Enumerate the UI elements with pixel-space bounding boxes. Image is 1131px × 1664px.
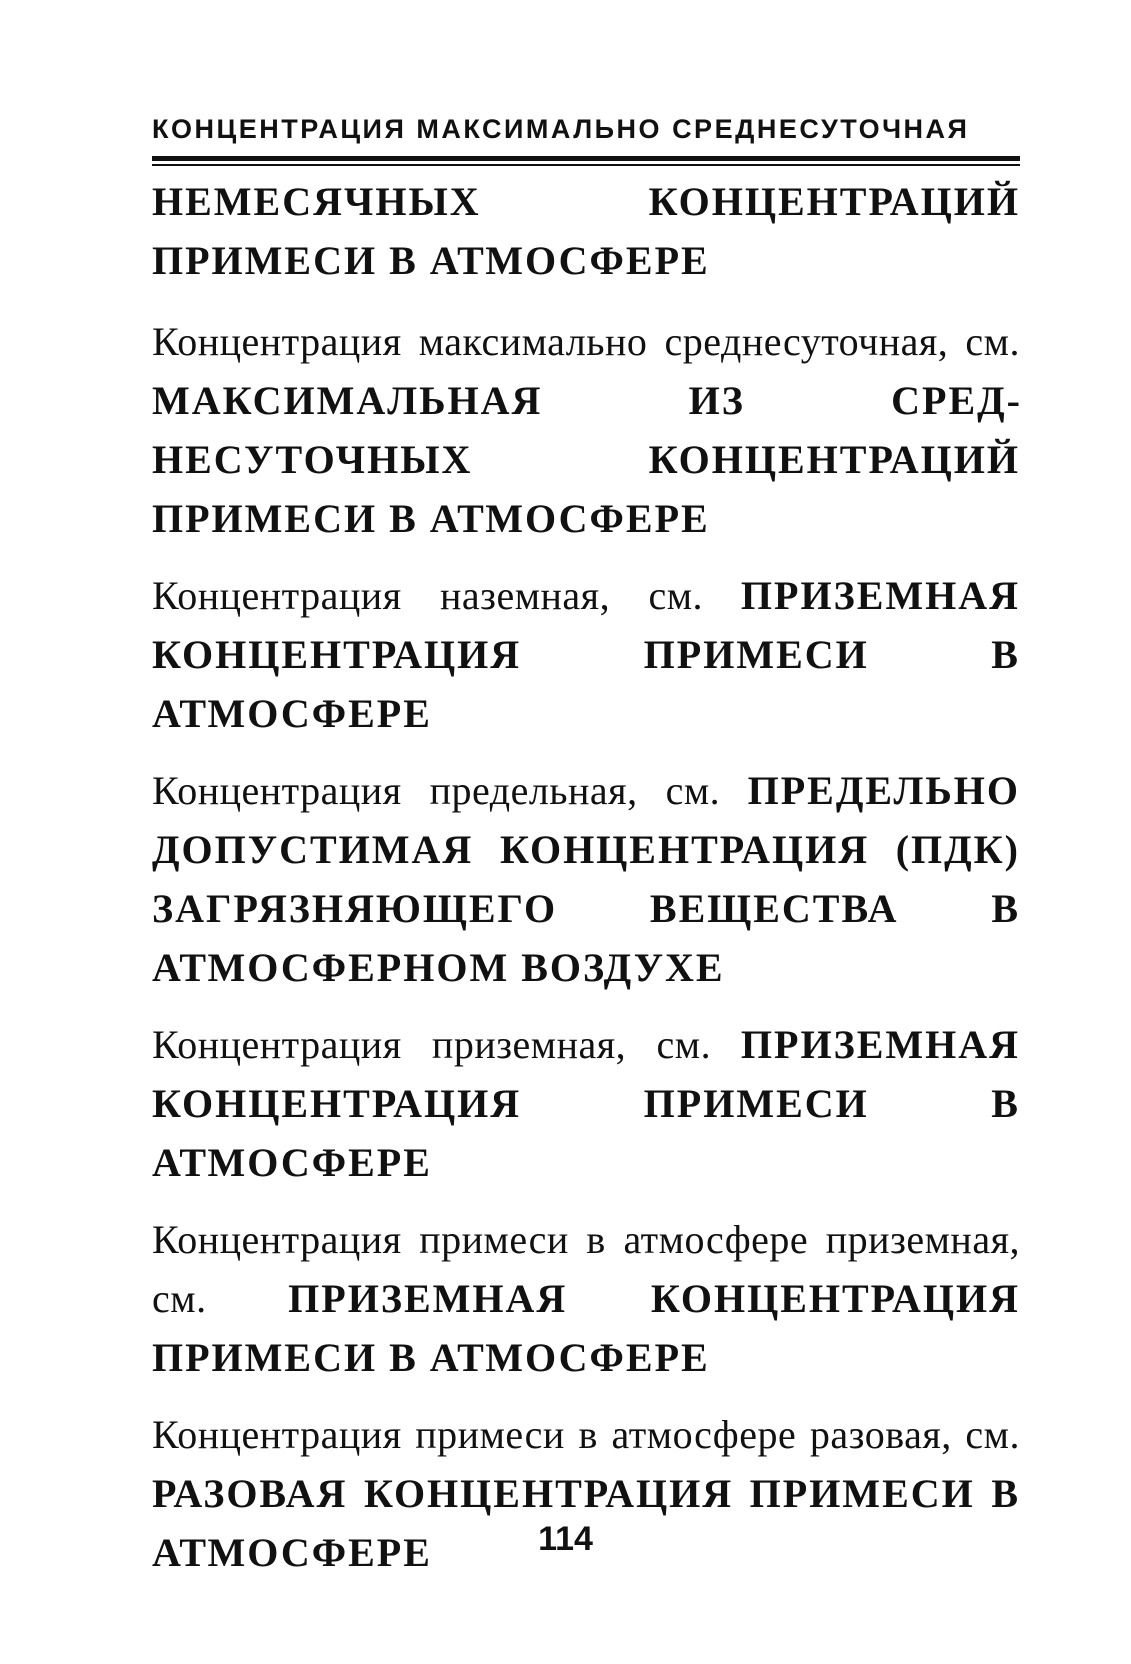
header-rule-thick: [152, 156, 1020, 161]
entry-reference: ПРЕДЕЛЬНО ДОПУСТИМАЯ КОНЦЕНТРАЦИЯ (ПДК) ЗАГРЯЗНЯЮЩЕГО ВЕЩЕСТВА В АТМОСФЕРНОМ ВОЗДУХЕ: [152, 768, 1020, 990]
entry: [152, 1210, 1020, 1387]
entry-continuation: [152, 172, 1020, 290]
entry: [152, 1015, 1020, 1192]
running-head: КОНЦЕНТРАЦИЯ МАКСИМАЛЬНО СРЕДНЕСУТОЧНАЯ: [152, 114, 970, 144]
entry-reference: ПРИЗЕМНАЯ КОНЦЕНТРАЦИЯ ПРИМЕСИ В АТМОСФЕРЕ: [152, 1276, 1020, 1380]
entry: [152, 761, 1020, 997]
header-rule-thin: [152, 164, 1020, 166]
entry-term: Концентрация примеси в атмосфере приземная, см.: [152, 1217, 1020, 1321]
entry-reference: МАКСИМАЛЬНАЯ ИЗ СРЕДНЕСУТОЧНЫХ КОНЦЕНТРАЦИЙ ПРИМЕСИ В АТМОСФЕРЕ: [152, 378, 1020, 541]
entry-reference: НЕМЕСЯЧНЫХ КОНЦЕНТРАЦИЙ ПРИМЕСИ В АТМОСФЕРЕ: [152, 179, 1020, 283]
entry-term: Концентрация наземная, см.: [152, 573, 704, 618]
page-number: 114: [538, 1520, 593, 1558]
entry-term: Концентрация максимально среднесуточная, см.: [152, 319, 1020, 364]
entry: [152, 312, 1020, 548]
entry-reference: РАЗОВАЯ КОНЦЕНТРАЦИЯ ПРИМЕСИ В АТМОСФЕРЕ: [152, 1471, 1020, 1575]
entry-term: Концентрация приземная, см.: [152, 1022, 712, 1067]
dictionary-entries: [152, 172, 1020, 1600]
entry-term: Концентрация предельная, см.: [152, 768, 721, 813]
entry-reference: ПРИЗЕМНАЯ КОНЦЕНТРАЦИЯ ПРИМЕСИ В АТМОСФЕРЕ: [152, 1022, 1021, 1185]
entry-term: Концентрация примеси в атмосфере разовая, см.: [152, 1412, 1020, 1457]
entry: [152, 566, 1020, 743]
entry-reference: ПРИЗЕМНАЯ КОНЦЕНТРАЦИЯ ПРИМЕСИ В АТМОСФЕРЕ: [152, 573, 1021, 736]
